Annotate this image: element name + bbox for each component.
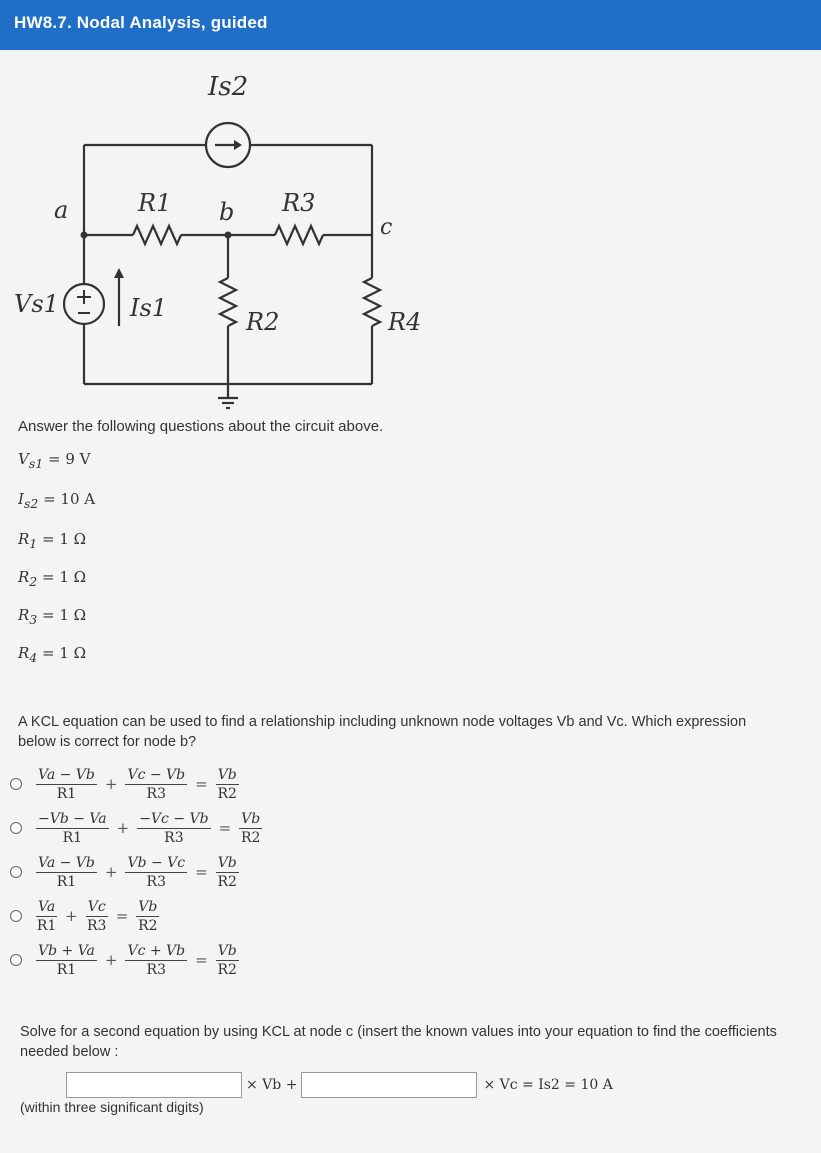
option-1-radio[interactable] xyxy=(10,778,22,790)
option-4-term-2: $\frac{Vc}{R3}$ xyxy=(87,898,107,934)
option-5-term-3: $\frac{Vb}{R2}$ xyxy=(217,942,237,978)
label-a: a xyxy=(54,196,69,224)
option-3-term-2: $\frac{Vb - Vc}{R3}$ xyxy=(127,854,186,890)
answer-row xyxy=(66,1072,613,1098)
label-is2: Is2 xyxy=(208,72,249,102)
option-1-term-3: $\frac{Vb}{R2}$ xyxy=(217,766,237,802)
option-1[interactable] xyxy=(10,762,243,806)
option-3-plus: + xyxy=(104,863,118,881)
option-2-term-3: $\frac{Vb}{R2}$ xyxy=(240,810,261,846)
label-is1: Is1 xyxy=(130,294,168,322)
resistor-r2 xyxy=(220,278,236,326)
option-3[interactable] xyxy=(10,850,243,894)
vc-term-text: × Vc = Is2 = 10 A xyxy=(483,1077,613,1093)
option-1-term-1: $\frac{Va - Vb}{R1}$ xyxy=(38,766,95,802)
option-2-term-2: $\frac{-Vc - Vb}{R3}$ xyxy=(139,810,209,846)
given-vs1: $V_{s1} = 9$ V xyxy=(18,450,91,471)
given-r1: $R_1 = 1$ Ω xyxy=(18,530,87,551)
label-r3: R3 xyxy=(282,189,316,217)
option-5-radio[interactable] xyxy=(10,954,22,966)
label-r4: R4 xyxy=(388,308,422,336)
vb-term-text: × Vb + xyxy=(246,1077,298,1093)
resistor-r4 xyxy=(364,278,380,326)
option-2-equals: = xyxy=(218,819,232,837)
given-r2: $R_2 = 1$ Ω xyxy=(18,568,87,589)
given-r3: $R_3 = 1$ Ω xyxy=(18,606,87,627)
arrow-is1-head xyxy=(114,268,124,278)
option-4-term-3: $\frac{Vb}{R2}$ xyxy=(138,898,158,934)
option-5-term-2: $\frac{Vc + Vb}{R3}$ xyxy=(127,942,186,978)
option-5-equals: = xyxy=(195,951,208,969)
node-a-dot xyxy=(81,232,88,239)
option-5-term-1: $\frac{Vb + Va}{R1}$ xyxy=(38,942,95,978)
coefficient-vc-input[interactable] xyxy=(301,1072,477,1098)
option-2[interactable] xyxy=(10,806,266,850)
option-4[interactable] xyxy=(10,894,163,938)
precision-note: (within three significant digits) xyxy=(20,1099,204,1115)
option-2-plus: + xyxy=(116,819,130,837)
label-r2: R2 xyxy=(246,308,280,336)
option-3-term-3: $\frac{Vb}{R2}$ xyxy=(217,854,237,890)
coefficient-vb-input[interactable] xyxy=(66,1072,242,1098)
label-b: b xyxy=(219,198,235,226)
option-4-plus: + xyxy=(65,907,78,925)
resistor-r1 xyxy=(133,226,181,244)
intro-text: Answer the following questions about the circuit above. xyxy=(18,418,384,435)
page-title: HW8.7. Nodal Analysis, guided xyxy=(14,13,268,32)
option-4-equals: = xyxy=(115,907,129,925)
option-3-equals: = xyxy=(195,863,208,881)
given-r4: $R_4 = 1$ Ω xyxy=(18,644,87,665)
label-vs1: Vs1 xyxy=(14,290,59,318)
given-is2: $I_{s2} = 10$ A xyxy=(18,490,96,511)
solve-instructions: Solve for a second equation by using KCL at node c (insert the known values into your equation to find the coefficients needed below : xyxy=(20,1024,777,1060)
option-4-radio[interactable] xyxy=(10,910,22,922)
option-3-radio[interactable] xyxy=(10,866,22,878)
resistor-r3 xyxy=(275,226,323,244)
circuit-diagram xyxy=(0,60,460,420)
option-2-radio[interactable] xyxy=(10,822,22,834)
option-4-term-1: $\frac{Va}{R1}$ xyxy=(36,898,57,934)
option-1-term-2: $\frac{Vc - Vb}{R3}$ xyxy=(127,766,186,802)
option-2-term-1: $\frac{-Vb - Va}{R1}$ xyxy=(38,810,107,846)
node-b-dot xyxy=(225,232,232,239)
arrow-is2-head xyxy=(234,140,242,150)
option-5-plus: + xyxy=(104,951,118,969)
label-r1: R1 xyxy=(138,189,172,217)
option-1-equals: = xyxy=(195,775,208,793)
header-bar xyxy=(0,0,821,50)
option-3-term-1: $\frac{Va - Vb}{R1}$ xyxy=(38,854,95,890)
option-1-plus: + xyxy=(104,775,118,793)
question-text: A KCL equation can be used to find a relationship including unknown node voltages Vb and Vc. Which expression below is correct for node b? xyxy=(18,714,747,750)
label-c: c xyxy=(380,215,393,240)
option-5[interactable] xyxy=(10,938,243,982)
